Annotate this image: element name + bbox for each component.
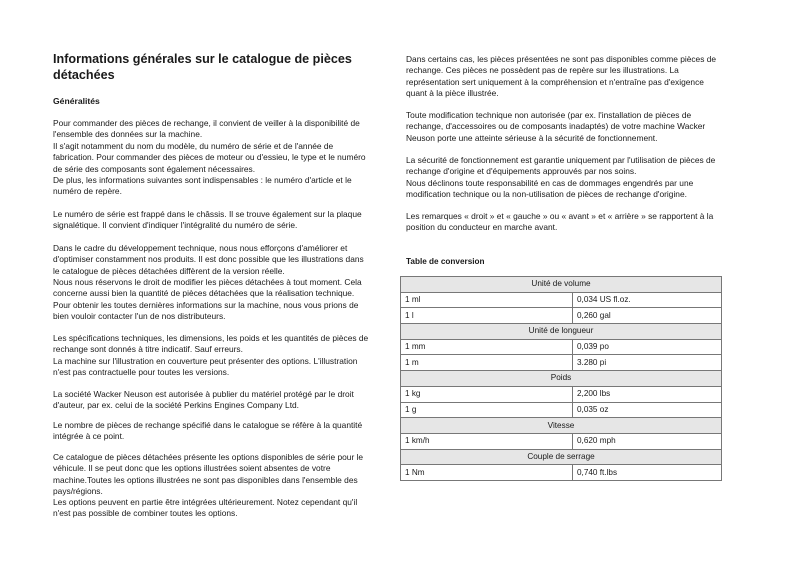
left-paragraph: Ce catalogue de pièces détachées présente les options disponibles de série pour le véhicule. Il se peut donc que les options illustrées soient absentes de votre machine.Toutes les options illustrées ne sont pas disponibles dans l'ensemble des pays/régions. (53, 452, 364, 497)
left-paragraph: La machine sur l'illustration en couverture peut présenter des options. L'illustration n'est pas contractuelle pour toutes les versions. (53, 356, 358, 378)
table-cell-value: 0,620 mph (573, 433, 722, 449)
table-row (401, 433, 722, 449)
table-cell-unit: 1 g (401, 402, 573, 418)
page-title: Informations générales sur le catalogue de pièces détachées (53, 52, 352, 82)
table-group-header: Unité de longueur (401, 324, 722, 340)
table-group-header: Vitesse (401, 418, 722, 434)
table-group-header: Poids (401, 371, 722, 387)
left-paragraph: De plus, les informations suivantes sont indispensables : le numéro d'article et le numéro de repère. (53, 175, 352, 197)
table-cell-value: 3.280 pi (573, 355, 722, 371)
table-cell-unit: 1 ml (401, 292, 573, 308)
table-group-header-row (401, 371, 722, 387)
table-cell-unit: 1 kg (401, 386, 573, 402)
right-paragraph: Les remarques « droit » et « gauche » ou « avant » et « arrière » se rapportent à la position du conducteur en marche avant. (406, 211, 714, 233)
conversion-table (400, 276, 722, 481)
table-row (401, 402, 722, 418)
table-cell-unit: 1 l (401, 308, 573, 324)
left-paragraph: Dans le cadre du développement technique, nous nous efforçons d'améliorer et d'optimiser constamment nos produits. Il est donc possible que les illustrations dans le catalogue de pièces détachées diffèrent de la version réelle. (53, 243, 364, 276)
table-title: Table de conversion (406, 257, 485, 266)
right-paragraph: Toute modification technique non autorisée (par ex. l'installation de pièces de rechange, d'accessoires ou de composants inadaptés) de votre machine Wacker Neuson porte une atteinte sérieuse à la sécurité de fonctionnement. (406, 110, 706, 143)
table-cell-unit: 1 km/h (401, 433, 573, 449)
left-paragraph: Le nombre de pièces de rechange spécifié dans le catalogue se réfère à la quantité intégrée à ce point. (53, 420, 363, 442)
left-paragraph: Pour obtenir les toutes dernières informations sur la machine, nous vous prions de bien vouloir contacter l'un de nos distributeurs. (53, 300, 359, 322)
table-cell-unit: 1 m (401, 355, 573, 371)
left-paragraph: La société Wacker Neuson est autorisée à publier du matériel protégé par le droit d'auteur, par ex. celui de la société Perkins Engines Company Ltd. (53, 389, 354, 411)
table-row (401, 292, 722, 308)
left-paragraph: Pour commander des pièces de rechange, il convient de veiller à la disponibilité de l'ensemble des données sur la machine. (53, 118, 360, 140)
table-cell-value: 0,039 po (573, 339, 722, 355)
right-paragraph: La sécurité de fonctionnement est garantie uniquement par l'utilisation de pièces de rechange d'origine et d'équipements approuvés par nos soins. (406, 155, 716, 177)
table-row (401, 308, 722, 324)
left-paragraph: Le numéro de série est frappé dans le châssis. Il se trouve également sur la plaque signalétique. Il convient d'indiquer l'intégralité du numéro de série. (53, 209, 362, 231)
table-group-header: Couple de serrage (401, 449, 722, 465)
table-group-header-row (401, 449, 722, 465)
table-cell-value: 0,035 oz (573, 402, 722, 418)
table-row (401, 465, 722, 481)
table-cell-value: 0,740 ft.lbs (573, 465, 722, 481)
table-row (401, 355, 722, 371)
table-cell-value: 0,260 gal (573, 308, 722, 324)
left-paragraph: Les spécifications techniques, les dimensions, les poids et les quantités de pièces de rechange sont donnés à titre indicatif. Sauf erreurs. (53, 333, 369, 355)
table-group-header: Unité de volume (401, 277, 722, 293)
right-paragraph: Nous déclinons toute responsabilité en cas de dommages engendrés par une modification technique ou la non-utilisation de pièces de rechange d'origine. (406, 178, 694, 200)
table-cell-unit: 1 mm (401, 339, 573, 355)
table-row (401, 386, 722, 402)
left-paragraph: Les options peuvent en partie être intégrées ultérieurement. Notez cependant qu'il n'est pas possible de combiner toutes les options. (53, 497, 358, 519)
table-group-header-row (401, 277, 722, 293)
left-paragraph: Nous nous réservons le droit de modifier les pièces détachées à tout moment. Cela concerne aussi bien la quantité de pièces détachées que la réalisation technique. (53, 277, 362, 299)
table-group-header-row (401, 418, 722, 434)
table-cell-value: 0,034 US fl.oz. (573, 292, 722, 308)
table-row (401, 339, 722, 355)
table-cell-value: 2,200 lbs (573, 386, 722, 402)
right-paragraph: Dans certains cas, les pièces présentées ne sont pas disponibles comme pièces de rechange. Ces pièces ne possèdent pas de repère sur les illustrations. La représentation sert uniquement à la compréhension et n'entraîne pas d'exigence quant à la pièce illustrée. (406, 54, 717, 99)
table-group-header-row (401, 324, 722, 340)
section-heading: Généralités (53, 96, 100, 106)
table-cell-unit: 1 Nm (401, 465, 573, 481)
left-paragraph: Il s'agit notamment du nom du modèle, du numéro de série et de l'année de fabrication. Pour commander des pièces de moteur ou d'essieu, le type et le numéro de série des composants sont également nécessaires. (53, 141, 366, 174)
